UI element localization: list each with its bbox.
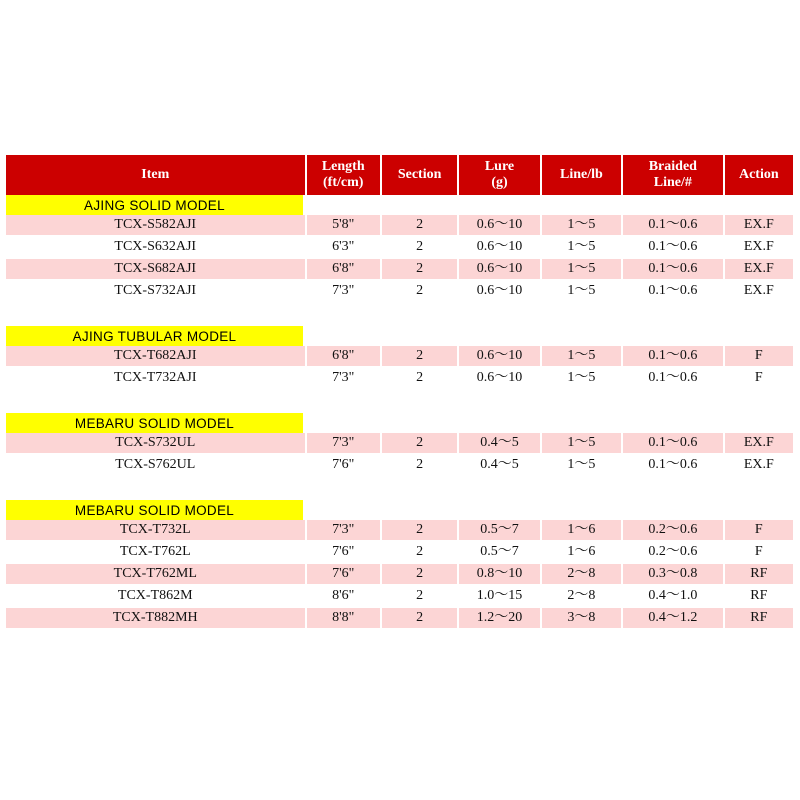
section-header-row <box>6 413 793 433</box>
cell-section: 2 <box>382 368 457 390</box>
cell-braided: 0.1～0.6 <box>623 346 723 368</box>
cell-item: TCX-S582AJI <box>6 215 305 237</box>
cell-section: 2 <box>382 215 457 237</box>
section-title: AJING SOLID MODEL <box>6 195 303 215</box>
col-header-action: Action <box>725 155 793 195</box>
cell-braided: 0.2～0.6 <box>623 542 723 564</box>
cell-item: TCX-T762L <box>6 542 305 564</box>
cell-item: TCX-T862M <box>6 586 305 608</box>
cell-lure: 1.2～20 <box>459 608 539 630</box>
section-title-cell <box>6 500 305 520</box>
section-title: AJING TUBULAR MODEL <box>6 326 303 346</box>
cell-section: 2 <box>382 455 457 477</box>
cell-braided: 0.1～0.6 <box>623 368 723 390</box>
cell-braided: 0.3～0.8 <box>623 564 723 586</box>
cell-action: F <box>725 346 793 368</box>
cell-section: 2 <box>382 259 457 281</box>
cell-section: 2 <box>382 520 457 542</box>
table-row <box>6 237 793 259</box>
section-title-cell <box>6 326 305 346</box>
section-title: MEBARU SOLID MODEL <box>6 500 303 520</box>
spacer-cell <box>6 303 793 326</box>
col-header-line: Line/lb <box>542 155 621 195</box>
cell-braided: 0.1～0.6 <box>623 215 723 237</box>
cell-section: 2 <box>382 608 457 630</box>
table-row <box>6 281 793 303</box>
cell-item: TCX-T882MH <box>6 608 305 630</box>
cell-line: 2～8 <box>542 586 621 608</box>
table-row <box>6 368 793 390</box>
group-spacer <box>6 477 793 500</box>
cell-braided: 0.4～1.2 <box>623 608 723 630</box>
col-header-braided-line: Braided Line/# <box>623 155 723 195</box>
cell-lure: 0.4～5 <box>459 433 539 455</box>
table-row <box>6 259 793 281</box>
cell-length: 8'8" <box>307 608 380 630</box>
cell-length: 7'6" <box>307 564 380 586</box>
cell-item: TCX-S732AJI <box>6 281 305 303</box>
cell-braided: 0.4～1.0 <box>623 586 723 608</box>
cell-lure: 1.0～15 <box>459 586 539 608</box>
table-header <box>6 155 793 195</box>
cell-item: TCX-S632AJI <box>6 237 305 259</box>
cell-braided: 0.1～0.6 <box>623 455 723 477</box>
cell-line: 1～6 <box>542 542 621 564</box>
cell-action: RF <box>725 608 793 630</box>
col-header-length: Length (ft/cm) <box>307 155 380 195</box>
cell-item: TCX-T682AJI <box>6 346 305 368</box>
cell-lure: 0.5～7 <box>459 520 539 542</box>
cell-line: 1～6 <box>542 520 621 542</box>
cell-length: 6'8" <box>307 346 380 368</box>
table-row <box>6 455 793 477</box>
cell-section: 2 <box>382 542 457 564</box>
spacer-cell <box>6 477 793 500</box>
cell-action: EX.F <box>725 455 793 477</box>
cell-length: 7'3" <box>307 433 380 455</box>
table-row <box>6 564 793 586</box>
section-filler <box>307 500 793 520</box>
cell-action: EX.F <box>725 237 793 259</box>
cell-braided: 0.2～0.6 <box>623 520 723 542</box>
cell-length: 6'8" <box>307 259 380 281</box>
cell-item: TCX-T762ML <box>6 564 305 586</box>
group-spacer <box>6 303 793 326</box>
cell-section: 2 <box>382 564 457 586</box>
table-row <box>6 608 793 630</box>
cell-lure: 0.8～10 <box>459 564 539 586</box>
cell-action: F <box>725 368 793 390</box>
cell-section: 2 <box>382 281 457 303</box>
cell-lure: 0.6～10 <box>459 368 539 390</box>
col-header-lure: Lure (g) <box>459 155 539 195</box>
cell-action: EX.F <box>725 281 793 303</box>
cell-length: 8'6" <box>307 586 380 608</box>
cell-length: 7'3" <box>307 520 380 542</box>
cell-line: 1～5 <box>542 455 621 477</box>
cell-braided: 0.1～0.6 <box>623 237 723 259</box>
cell-line: 1～5 <box>542 281 621 303</box>
table-body <box>6 195 793 630</box>
cell-lure: 0.6～10 <box>459 259 539 281</box>
cell-item: TCX-S762UL <box>6 455 305 477</box>
section-header-row <box>6 195 793 215</box>
cell-lure: 0.6～10 <box>459 281 539 303</box>
cell-line: 1～5 <box>542 259 621 281</box>
cell-line: 1～5 <box>542 215 621 237</box>
table-row <box>6 520 793 542</box>
cell-item: TCX-T732L <box>6 520 305 542</box>
section-header-row <box>6 500 793 520</box>
cell-item: TCX-S732UL <box>6 433 305 455</box>
cell-line: 1～5 <box>542 368 621 390</box>
table-row <box>6 586 793 608</box>
cell-line: 3～8 <box>542 608 621 630</box>
cell-action: F <box>725 542 793 564</box>
section-title-cell <box>6 413 305 433</box>
col-header-section: Section <box>382 155 457 195</box>
cell-line: 1～5 <box>542 346 621 368</box>
cell-action: EX.F <box>725 433 793 455</box>
cell-lure: 0.6～10 <box>459 346 539 368</box>
spacer-cell <box>6 390 793 413</box>
section-title-cell <box>6 195 305 215</box>
section-header-row <box>6 326 793 346</box>
cell-item: TCX-T732AJI <box>6 368 305 390</box>
cell-section: 2 <box>382 346 457 368</box>
table-row <box>6 346 793 368</box>
section-filler <box>307 195 793 215</box>
cell-braided: 0.1～0.6 <box>623 259 723 281</box>
table-row <box>6 542 793 564</box>
cell-section: 2 <box>382 433 457 455</box>
cell-section: 2 <box>382 237 457 259</box>
section-filler <box>307 413 793 433</box>
col-header-item: Item <box>6 155 305 195</box>
cell-length: 7'6" <box>307 455 380 477</box>
section-filler <box>307 326 793 346</box>
cell-length: 6'3" <box>307 237 380 259</box>
table-row <box>6 433 793 455</box>
section-title: MEBARU SOLID MODEL <box>6 413 303 433</box>
cell-lure: 0.4～5 <box>459 455 539 477</box>
cell-lure: 0.6～10 <box>459 237 539 259</box>
cell-lure: 0.5～7 <box>459 542 539 564</box>
cell-braided: 0.1～0.6 <box>623 433 723 455</box>
cell-line: 1～5 <box>542 237 621 259</box>
group-spacer <box>6 390 793 413</box>
cell-section: 2 <box>382 586 457 608</box>
rod-spec-table <box>4 155 795 630</box>
cell-length: 7'6" <box>307 542 380 564</box>
cell-lure: 0.6～10 <box>459 215 539 237</box>
cell-action: EX.F <box>725 215 793 237</box>
cell-line: 2～8 <box>542 564 621 586</box>
cell-action: F <box>725 520 793 542</box>
cell-item: TCX-S682AJI <box>6 259 305 281</box>
cell-length: 5'8" <box>307 215 380 237</box>
cell-length: 7'3" <box>307 281 380 303</box>
cell-action: RF <box>725 586 793 608</box>
table-row <box>6 215 793 237</box>
cell-line: 1～5 <box>542 433 621 455</box>
cell-action: EX.F <box>725 259 793 281</box>
cell-action: RF <box>725 564 793 586</box>
cell-length: 7'3" <box>307 368 380 390</box>
cell-braided: 0.1～0.6 <box>623 281 723 303</box>
